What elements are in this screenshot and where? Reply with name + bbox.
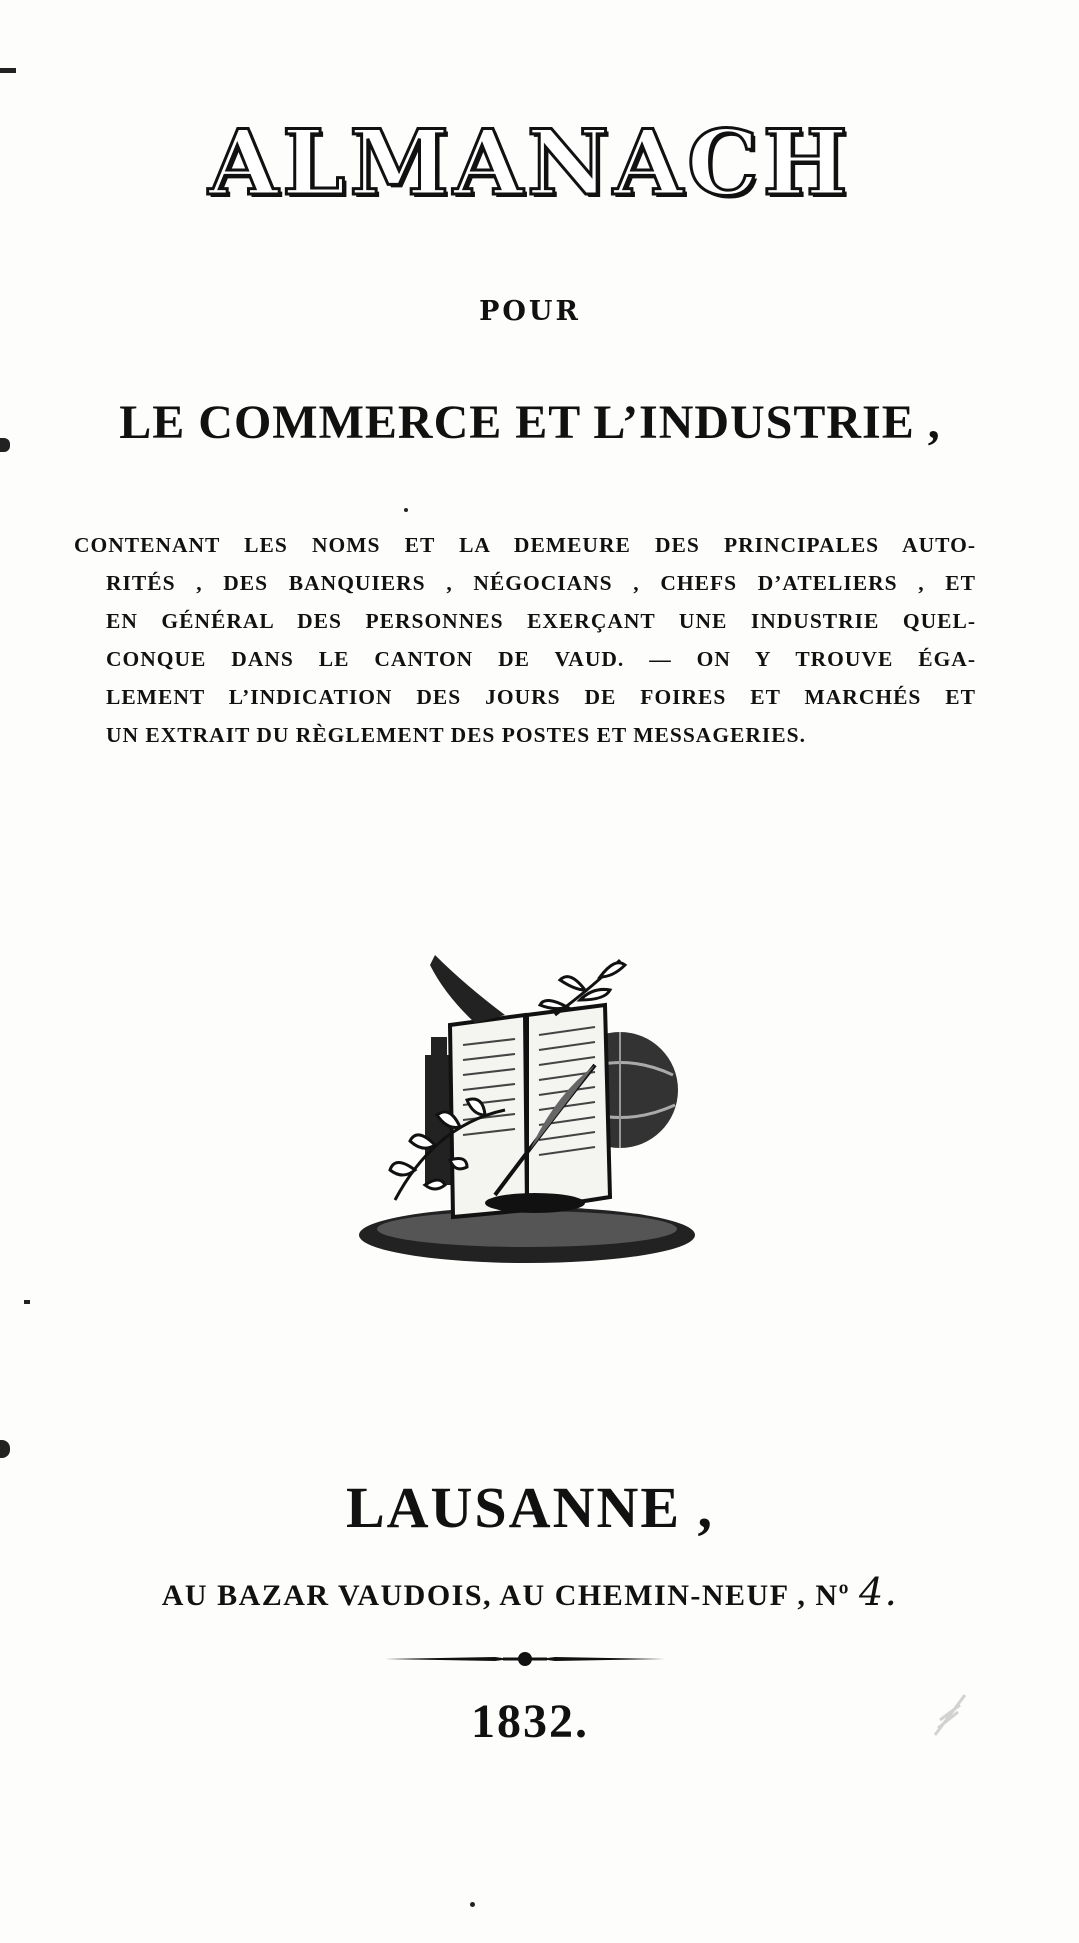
scan-speck bbox=[470, 1902, 475, 1907]
imprint-address bbox=[0, 1570, 1060, 1614]
ornament-dot bbox=[404, 508, 408, 512]
scan-speck bbox=[24, 1300, 30, 1304]
description bbox=[74, 526, 976, 754]
imprint-address-text: AU BAZAR VAUDOIS, AU CHEMIN-NEUF , Nº bbox=[161, 1579, 850, 1612]
pour-label: POUR bbox=[479, 296, 581, 327]
description-line: RITÉS , DES BANQUIERS , NÉGOCIANS , CHEFS D’ATELIERS , ET bbox=[106, 571, 976, 595]
description-line: CONTENANT LES NOMS ET LA DEMEURE DES PRINCIPALES AUTO- bbox=[74, 533, 976, 557]
imprint-city: LAUSANNE , bbox=[345, 1475, 715, 1540]
description-line: UN EXTRAIT DU RÈGLEMENT DES POSTES ET MESSAGERIES. bbox=[106, 723, 806, 747]
description-line: EN GÉNÉRAL DES PERSONNES EXERÇANT UNE INDUSTRIE QUEL- bbox=[106, 609, 976, 633]
description-line: CONQUE DANS LE CANTON DE VAUD. — ON Y TROUVE ÉGA- bbox=[106, 647, 976, 671]
page-title: ALMANACH bbox=[208, 110, 852, 216]
imprint-address-number: 4. bbox=[858, 1570, 899, 1614]
description-line: LEMENT L’INDICATION DES JOURS DE FOIRES ET MARCHÉS ET bbox=[106, 685, 976, 709]
scan-speck bbox=[0, 68, 16, 73]
ornamental-rule bbox=[385, 1648, 665, 1670]
scan-speck bbox=[0, 438, 10, 452]
book-globe-laurel-vignette-icon bbox=[355, 945, 700, 1270]
subtitle: LE COMMERCE ET L’INDUSTRIE , bbox=[119, 396, 941, 449]
scan-speck bbox=[0, 1440, 10, 1458]
library-stamp-icon bbox=[930, 1690, 970, 1740]
publication-year: 1832. bbox=[471, 1695, 589, 1748]
